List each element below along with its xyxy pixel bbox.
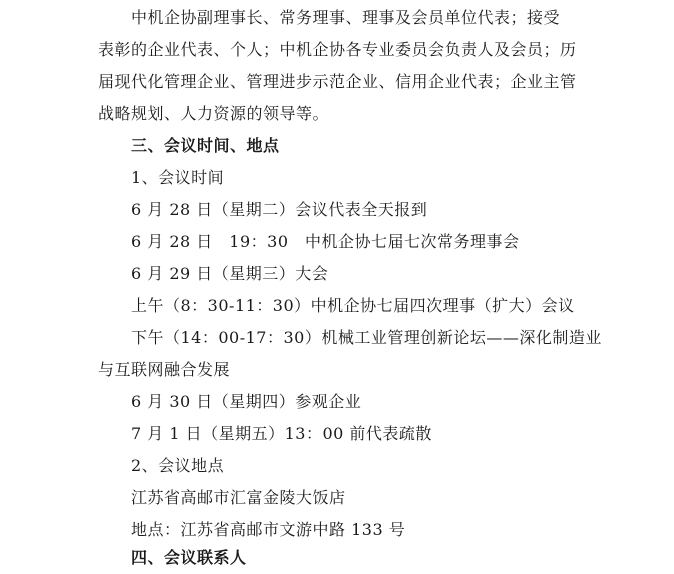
- section-heading-contact: 四、会议联系人: [131, 548, 247, 567]
- schedule-line-june30-visit: 6 月 30 日（星期四）参观企业: [131, 392, 362, 411]
- schedule-line-june28-council: 6 月 28 日 19：30 中机企协七届七次常务理事会: [131, 232, 520, 251]
- text-line-attendees-3: 届现代化管理企业、管理进步示范企业、信用企业代表；企业主管: [98, 72, 577, 91]
- section-heading-time-place: 三、会议时间、地点: [131, 136, 280, 155]
- schedule-line-june29-conference: 6 月 29 日（星期三）大会: [131, 264, 329, 283]
- venue-name: 江苏省高邮市汇富金陵大饭店: [131, 488, 346, 507]
- subheading-meeting-place: 2、会议地点: [131, 456, 225, 475]
- schedule-line-june29-afternoon-cont: 与互联网融合发展: [98, 360, 231, 379]
- text-line-attendees-4: 战略规划、人力资源的领导等。: [98, 104, 330, 123]
- venue-address: 地点：江苏省高邮市文游中路 133 号: [131, 520, 406, 539]
- text-line-attendees-2: 表彰的企业代表、个人；中机企协各专业委员会负责人及会员；历: [98, 40, 577, 59]
- schedule-line-july1-departure: 7 月 1 日（星期五）13：00 前代表疏散: [131, 424, 432, 443]
- subheading-meeting-time: 1、会议时间: [131, 168, 225, 187]
- schedule-line-june29-morning: 上午（8：30-11：30）中机企协七届四次理事（扩大）会议: [131, 296, 575, 315]
- schedule-line-june29-afternoon: 下午（14：00-17：30）机械工业管理创新论坛——深化制造业: [131, 328, 602, 347]
- schedule-line-june28-registration: 6 月 28 日（星期二）会议代表全天报到: [131, 200, 428, 219]
- text-line-attendees-1: 中机企协副理事长、常务理事、理事及会员单位代表；接受: [131, 8, 561, 27]
